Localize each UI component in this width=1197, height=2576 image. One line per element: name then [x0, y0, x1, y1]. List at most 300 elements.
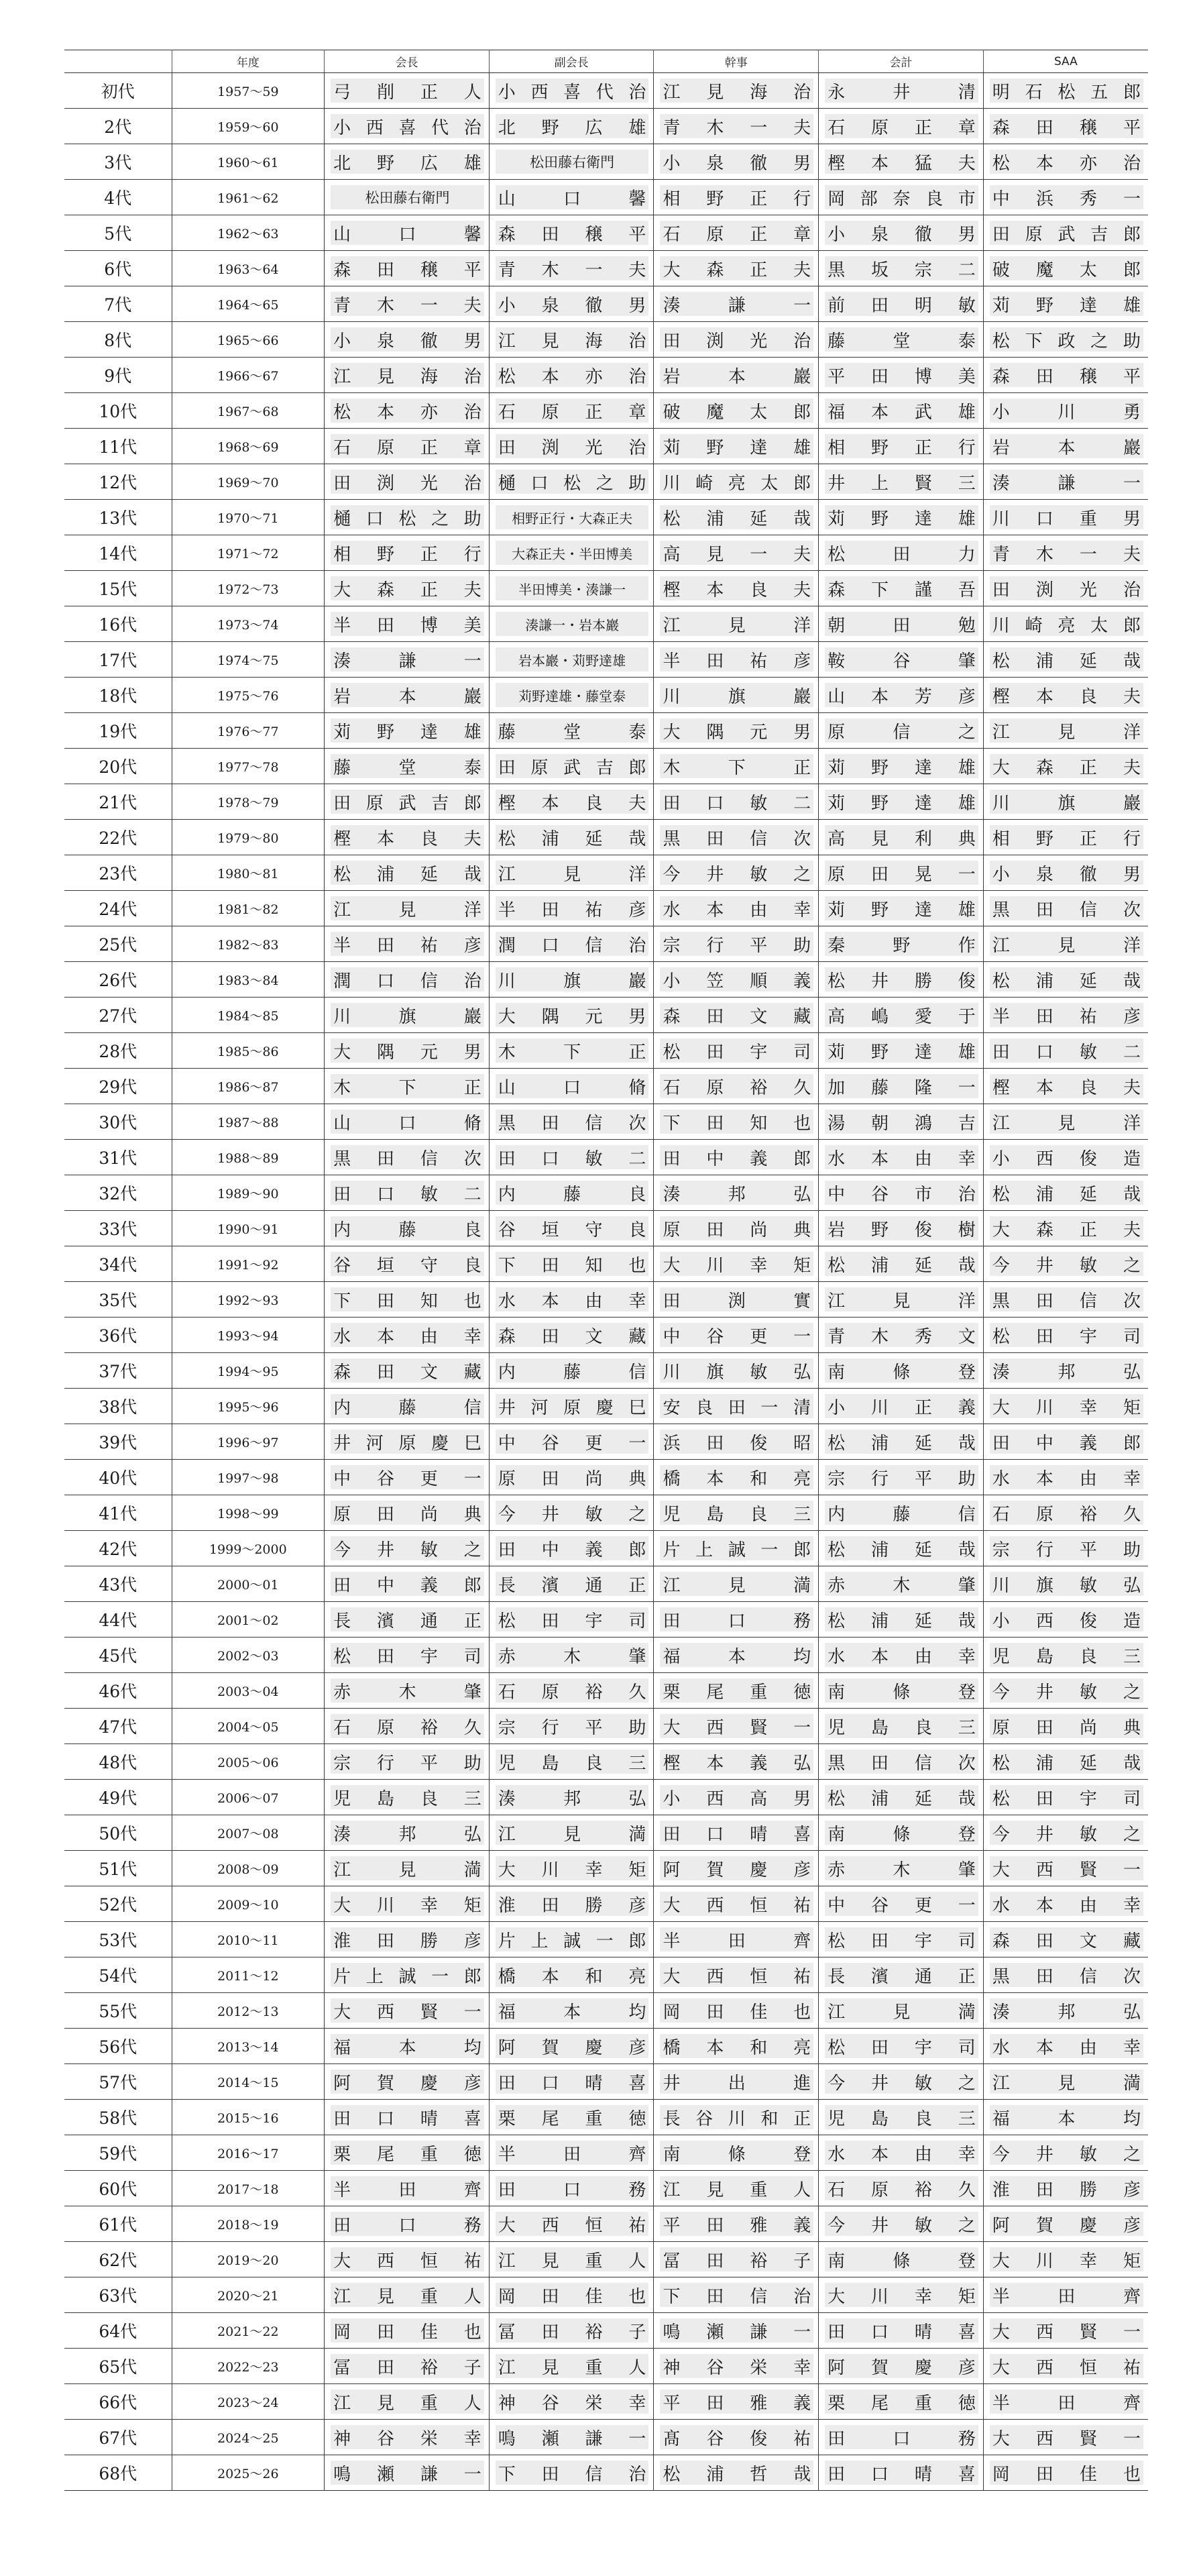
saa-name: 森 田 文 藏 [990, 1927, 1143, 1951]
president-name: 宗 行 平 助 [331, 1750, 484, 1774]
secretary-cell [654, 2349, 819, 2384]
saa-name: 半 田 祐 彦 [990, 1003, 1143, 1027]
year-cell: 2015～16 [172, 2100, 325, 2135]
saa-name: 原 田 尚 典 [990, 1714, 1143, 1738]
vice-president-cell [489, 1211, 654, 1246]
treasurer-name: 相 野 正 行 [825, 434, 978, 458]
vice-president-cell [489, 713, 654, 749]
year-cell: 2007～08 [172, 1815, 325, 1851]
president-cell [325, 464, 490, 500]
secretary-cell [654, 1495, 819, 1531]
president-name: 苅 野 達 雄 [331, 718, 484, 743]
saa-name: 黒 田 信 次 [990, 896, 1143, 920]
table-row [64, 1566, 1148, 1602]
saa-cell [983, 1069, 1148, 1104]
vice-president-name: 樫 本 良 夫 [496, 790, 649, 814]
table-row [64, 1104, 1148, 1140]
secretary-name: 南 條 登 [660, 2141, 813, 2165]
vice-president-cell [489, 1673, 654, 1709]
table-row [64, 73, 1148, 109]
treasurer-cell [819, 571, 984, 606]
generation-cell: 4代 [64, 180, 172, 215]
president-name: 水 本 由 幸 [331, 1323, 484, 1347]
saa-name: 松 浦 延 哉 [990, 647, 1143, 672]
treasurer-cell [819, 1211, 984, 1246]
secretary-cell [654, 393, 819, 429]
vice-president-name: 下 田 信 治 [496, 2461, 649, 2485]
vice-president-name: 半 田 祐 彦 [496, 896, 649, 920]
vice-president-name: 神 谷 栄 幸 [496, 2390, 649, 2414]
treasurer-name: 南 條 登 [825, 2247, 978, 2271]
secretary-name: 大 西 賢 一 [660, 1714, 813, 1738]
vice-president-name: 潤 口 信 治 [496, 932, 649, 956]
treasurer-name: 石 原 裕 久 [825, 2176, 978, 2200]
saa-name: 児 島 良 三 [990, 1643, 1143, 1667]
vice-president-name: 鳴 瀬 謙 一 [496, 2425, 649, 2449]
vice-president-cell [489, 1104, 654, 1140]
secretary-name: 松 田 宇 司 [660, 1038, 813, 1063]
saa-cell [983, 1922, 1148, 1957]
year-cell: 1977～78 [172, 749, 325, 784]
president-name: 淮 田 勝 彦 [331, 1927, 484, 1951]
vice-president-name: 赤 木 肇 [496, 1643, 649, 1667]
year-cell: 1981～82 [172, 891, 325, 926]
president-name: 樋 口 松 之 助 [331, 505, 484, 529]
table-row [64, 1140, 1148, 1175]
secretary-cell [654, 2100, 819, 2135]
treasurer-cell [819, 1246, 984, 1282]
president-cell [325, 820, 490, 855]
table-row [64, 1318, 1148, 1353]
treasurer-name: 原 田 晃 一 [825, 861, 978, 885]
secretary-cell [654, 2171, 819, 2206]
year-cell: 1992～93 [172, 1282, 325, 1318]
vice-president-name: 内 藤 信 [496, 1358, 649, 1383]
treasurer-cell [819, 1495, 984, 1531]
saa-name: 阿 賀 慶 彦 [990, 2212, 1143, 2236]
table-body [64, 73, 1148, 2491]
secretary-cell [654, 678, 819, 713]
year-cell: 2006～07 [172, 1780, 325, 1815]
president-cell [325, 713, 490, 749]
president-name: 内 藤 信 [331, 1394, 484, 1418]
table-row [64, 784, 1148, 820]
president-name: 神 谷 栄 幸 [331, 2425, 484, 2449]
vice-president-cell [489, 2384, 654, 2420]
generation-cell: 50代 [64, 1815, 172, 1851]
vice-president-name: 井 河 原 慶 巳 [496, 1394, 649, 1418]
president-cell [325, 891, 490, 926]
treasurer-name: 阿 賀 慶 彦 [825, 2354, 978, 2378]
president-cell [325, 1069, 490, 1104]
vice-president-cell [489, 464, 654, 500]
president-name: 潤 口 信 治 [331, 967, 484, 991]
secretary-name: 大 川 幸 矩 [660, 1252, 813, 1276]
saa-name: 大 森 正 夫 [990, 754, 1143, 778]
saa-cell [983, 535, 1148, 571]
vice-president-cell [489, 2313, 654, 2349]
saa-cell [983, 144, 1148, 180]
vice-president-cell [489, 180, 654, 215]
treasurer-name: 岡 部 奈 良 市 [825, 185, 978, 209]
saa-name: 小 泉 徹 男 [990, 861, 1143, 885]
generation-cell: 15代 [64, 571, 172, 606]
table-row [64, 678, 1148, 713]
vice-president-name: 江 見 重 人 [496, 2354, 649, 2378]
president-cell [325, 1424, 490, 1460]
vice-president-name: 松 本 亦 治 [496, 363, 649, 387]
secretary-name: 黒 田 信 次 [660, 825, 813, 849]
treasurer-cell [819, 2171, 984, 2206]
president-name: 内 藤 良 [331, 1216, 484, 1240]
generation-cell: 9代 [64, 358, 172, 393]
year-cell: 2011～12 [172, 1957, 325, 1993]
president-cell [325, 2064, 490, 2100]
secretary-cell [654, 2135, 819, 2171]
treasurer-name: 中 谷 更 一 [825, 1892, 978, 1916]
secretary-name: 石 原 裕 久 [660, 1074, 813, 1098]
saa-cell [983, 1211, 1148, 1246]
table-row [64, 2455, 1148, 2491]
generation-cell: 37代 [64, 1353, 172, 1389]
treasurer-cell [819, 1353, 984, 1389]
secretary-name: 冨 田 裕 子 [660, 2247, 813, 2271]
generation-cell: 55代 [64, 1993, 172, 2029]
secretary-name: 半 田 齊 [660, 1927, 813, 1951]
vice-president-name: 小 泉 徹 男 [496, 292, 649, 316]
secretary-cell [654, 784, 819, 820]
secretary-cell [654, 606, 819, 642]
secretary-cell [654, 1993, 819, 2029]
saa-name: 大 西 賢 一 [990, 2425, 1143, 2449]
saa-name: 今 井 敏 之 [990, 1252, 1143, 1276]
saa-name: 宗 行 平 助 [990, 1536, 1143, 1560]
saa-cell [983, 1140, 1148, 1175]
saa-name: 苅 野 達 雄 [990, 292, 1143, 316]
vice-president-cell [489, 1744, 654, 1780]
secretary-name: 岡 田 佳 也 [660, 1998, 813, 2023]
president-name: 北 野 広 雄 [331, 150, 484, 174]
saa-cell [983, 1815, 1148, 1851]
vice-president-cell [489, 109, 654, 144]
treasurer-name: 鞍 谷 肇 [825, 647, 978, 672]
president-cell [325, 535, 490, 571]
saa-cell [983, 1993, 1148, 2029]
president-cell [325, 2277, 490, 2313]
generation-cell: 19代 [64, 713, 172, 749]
saa-cell [983, 1353, 1148, 1389]
president-cell [325, 286, 490, 322]
treasurer-cell [819, 1886, 984, 1922]
vice-president-cell [489, 1780, 654, 1815]
treasurer-name: 南 條 登 [825, 1821, 978, 1845]
table-row [64, 2206, 1148, 2242]
year-cell: 1984～85 [172, 998, 325, 1033]
president-cell [325, 2029, 490, 2064]
saa-name: 石 原 裕 久 [990, 1501, 1143, 1525]
vice-president-name: 田 口 晴 喜 [496, 2070, 649, 2094]
vice-president-name: 松 浦 延 哉 [496, 825, 649, 849]
saa-name: 水 本 由 幸 [990, 2034, 1143, 2058]
president-name: 田 渕 光 治 [331, 470, 484, 494]
president-name: 半 田 博 美 [331, 612, 484, 636]
president-cell [325, 251, 490, 286]
saa-cell [983, 1531, 1148, 1566]
treasurer-name: 南 條 登 [825, 1678, 978, 1703]
secretary-name: 相 野 正 行 [660, 185, 813, 209]
vice-president-cell [489, 571, 654, 606]
president-name: 湊 邦 弘 [331, 1821, 484, 1845]
table-row [64, 713, 1148, 749]
saa-name: 江 見 洋 [990, 1110, 1143, 1134]
table-row [64, 2135, 1148, 2171]
vice-president-cell [489, 1140, 654, 1175]
secretary-cell [654, 642, 819, 678]
president-name: 福 本 均 [331, 2034, 484, 2058]
president-cell [325, 2313, 490, 2349]
saa-cell [983, 1424, 1148, 1460]
table-row [64, 1424, 1148, 1460]
generation-cell: 63代 [64, 2277, 172, 2313]
president-cell [325, 2242, 490, 2277]
treasurer-cell [819, 2384, 984, 2420]
saa-cell [983, 393, 1148, 429]
treasurer-name: 井 上 賢 三 [825, 470, 978, 494]
saa-name: 樫 本 良 夫 [990, 683, 1143, 707]
secretary-name: 江 見 重 人 [660, 2176, 813, 2200]
generation-cell: 56代 [64, 2029, 172, 2064]
president-cell [325, 1566, 490, 1602]
vice-president-name: 田 渕 光 治 [496, 434, 649, 458]
year-cell: 2018～19 [172, 2206, 325, 2242]
president-name: 今 井 敏 之 [331, 1536, 484, 1560]
vice-president-name: 川 旗 巖 [496, 967, 649, 991]
treasurer-cell [819, 1069, 984, 1104]
vice-president-name: 岡 田 佳 也 [496, 2283, 649, 2307]
table-row [64, 2313, 1148, 2349]
vice-president-cell [489, 322, 654, 358]
saa-cell [983, 1246, 1148, 1282]
treasurer-name: 藤 堂 泰 [825, 327, 978, 352]
saa-name: 小 西 俊 造 [990, 1607, 1143, 1631]
president-name: 阿 賀 慶 彦 [331, 2070, 484, 2094]
vice-president-name: 阿 賀 慶 彦 [496, 2034, 649, 2058]
treasurer-cell [819, 1033, 984, 1069]
generation-cell: 30代 [64, 1104, 172, 1140]
table-row [64, 429, 1148, 464]
president-name: 岡 田 佳 也 [331, 2318, 484, 2343]
secretary-cell [654, 286, 819, 322]
vice-president-name: 松田藤右衛門 [496, 150, 649, 174]
president-name: 栗 尾 重 徳 [331, 2141, 484, 2165]
president-name: 川 旗 巖 [331, 1003, 484, 1027]
vice-president-name: 苅野達雄・藤堂泰 [496, 683, 649, 707]
treasurer-cell [819, 1602, 984, 1638]
vice-president-name: 大 隅 元 男 [496, 1003, 649, 1027]
president-cell [325, 144, 490, 180]
treasurer-cell [819, 1140, 984, 1175]
saa-cell [983, 1780, 1148, 1815]
saa-cell [983, 2206, 1148, 2242]
saa-name: 松 田 宇 司 [990, 1785, 1143, 1809]
table-row [64, 1531, 1148, 1566]
vice-president-cell [489, 215, 654, 251]
saa-cell [983, 286, 1148, 322]
year-cell: 2008～09 [172, 1851, 325, 1886]
secretary-cell [654, 2455, 819, 2491]
table-row [64, 2100, 1148, 2135]
secretary-cell [654, 1566, 819, 1602]
year-cell: 2019～20 [172, 2242, 325, 2277]
president-cell [325, 606, 490, 642]
secretary-cell [654, 1389, 819, 1424]
secretary-name: 石 原 正 章 [660, 221, 813, 245]
secretary-name: 田 口 晴 喜 [660, 1821, 813, 1845]
treasurer-cell [819, 322, 984, 358]
secretary-cell [654, 1140, 819, 1175]
secretary-cell [654, 1531, 819, 1566]
year-cell: 1960～61 [172, 144, 325, 180]
secretary-cell [654, 251, 819, 286]
year-cell: 1991～92 [172, 1246, 325, 1282]
generation-cell: 45代 [64, 1638, 172, 1673]
table-row [64, 358, 1148, 393]
vice-president-name: 石 原 裕 久 [496, 1678, 649, 1703]
saa-cell [983, 855, 1148, 891]
vice-president-cell [489, 1389, 654, 1424]
vice-president-cell [489, 784, 654, 820]
year-cell: 1976～77 [172, 713, 325, 749]
vice-president-cell [489, 2206, 654, 2242]
generation-cell: 32代 [64, 1175, 172, 1211]
vice-president-name: 冨 田 裕 子 [496, 2318, 649, 2343]
president-name: 赤 木 肇 [331, 1678, 484, 1703]
vice-president-name: 宗 行 平 助 [496, 1714, 649, 1738]
generation-cell: 41代 [64, 1495, 172, 1531]
saa-name: 青 木 一 夫 [990, 541, 1143, 565]
president-cell [325, 393, 490, 429]
generation-cell: 18代 [64, 678, 172, 713]
year-cell: 1966～67 [172, 358, 325, 393]
vice-president-name: 半 田 齊 [496, 2141, 649, 2165]
year-cell: 1961～62 [172, 180, 325, 215]
treasurer-name: 中 谷 市 治 [825, 1181, 978, 1205]
generation-cell: 8代 [64, 322, 172, 358]
vice-president-name: 小 西 喜 代 治 [496, 78, 649, 103]
secretary-name: 川 崎 亮 太 郎 [660, 470, 813, 494]
treasurer-cell [819, 2455, 984, 2491]
generation-cell: 28代 [64, 1033, 172, 1069]
secretary-name: 田 口 務 [660, 1607, 813, 1631]
president-name: 田 口 敏 二 [331, 1181, 484, 1205]
treasurer-cell [819, 535, 984, 571]
president-name: 田 原 武 吉 郎 [331, 790, 484, 814]
secretary-cell [654, 713, 819, 749]
year-cell: 2012～13 [172, 1993, 325, 2029]
treasurer-name: 児 島 良 三 [825, 1714, 978, 1738]
secretary-name: 長 谷 川 和 正 [660, 2105, 813, 2129]
saa-cell [983, 73, 1148, 109]
president-cell [325, 1993, 490, 2029]
table-row [64, 1353, 1148, 1389]
saa-name: 松 田 宇 司 [990, 1323, 1143, 1347]
president-cell [325, 1780, 490, 1815]
year-cell: 2013～14 [172, 2029, 325, 2064]
treasurer-name: 田 口 晴 喜 [825, 2318, 978, 2343]
saa-name: 川 旗 巖 [990, 790, 1143, 814]
table-row [64, 500, 1148, 535]
secretary-name: 大 森 正 夫 [660, 256, 813, 280]
treasurer-cell [819, 2064, 984, 2100]
treasurer-name: 苅 野 達 雄 [825, 505, 978, 529]
table-row [64, 749, 1148, 784]
table-row [64, 2349, 1148, 2384]
header-generation [64, 50, 172, 73]
vice-president-cell [489, 891, 654, 926]
generation-cell: 44代 [64, 1602, 172, 1638]
treasurer-name: 朝 田 勉 [825, 612, 978, 636]
treasurer-name: 今 井 敏 之 [825, 2212, 978, 2236]
treasurer-name: 秦 野 作 [825, 932, 978, 956]
saa-cell [983, 180, 1148, 215]
treasurer-name: 黒 坂 宗 二 [825, 256, 978, 280]
secretary-name: 松 浦 延 哉 [660, 505, 813, 529]
year-cell: 1987～88 [172, 1104, 325, 1140]
year-cell: 1975～76 [172, 678, 325, 713]
treasurer-cell [819, 251, 984, 286]
table-row [64, 144, 1148, 180]
president-cell [325, 1460, 490, 1495]
president-name: 児 島 良 三 [331, 1785, 484, 1809]
saa-name: 今 井 敏 之 [990, 1678, 1143, 1703]
president-name: 江 見 海 治 [331, 363, 484, 387]
vice-president-name: 江 見 満 [496, 1821, 649, 1845]
year-cell: 1973～74 [172, 606, 325, 642]
treasurer-cell [819, 1815, 984, 1851]
year-cell: 2022～23 [172, 2349, 325, 2384]
secretary-name: 木 下 正 [660, 754, 813, 778]
secretary-cell [654, 73, 819, 109]
secretary-name: 大 隅 元 男 [660, 718, 813, 743]
secretary-cell [654, 2277, 819, 2313]
table-row [64, 2171, 1148, 2206]
treasurer-cell [819, 144, 984, 180]
treasurer-name: 田 口 晴 喜 [825, 2461, 978, 2485]
president-name: 石 原 裕 久 [331, 1714, 484, 1738]
table-row [64, 215, 1148, 251]
secretary-name: 破 魔 太 郎 [660, 398, 813, 423]
saa-cell [983, 678, 1148, 713]
secretary-name: 井 出 進 [660, 2070, 813, 2094]
saa-name: 江 見 満 [990, 2070, 1143, 2094]
president-cell [325, 2171, 490, 2206]
treasurer-name: 松 田 宇 司 [825, 1927, 978, 1951]
saa-name: 福 本 均 [990, 2105, 1143, 2129]
saa-cell [983, 109, 1148, 144]
secretary-cell [654, 1033, 819, 1069]
saa-cell [983, 891, 1148, 926]
secretary-cell [654, 1851, 819, 1886]
table-row [64, 1922, 1148, 1957]
vice-president-name: 岩本巖・苅野達雄 [496, 647, 649, 672]
officer-roster-table [64, 50, 1148, 2491]
president-name: 江 見 洋 [331, 896, 484, 920]
treasurer-cell [819, 1318, 984, 1353]
treasurer-cell [819, 713, 984, 749]
president-name: 大 森 正 夫 [331, 576, 484, 600]
generation-cell: 49代 [64, 1780, 172, 1815]
header-year: 年度 [172, 50, 325, 73]
